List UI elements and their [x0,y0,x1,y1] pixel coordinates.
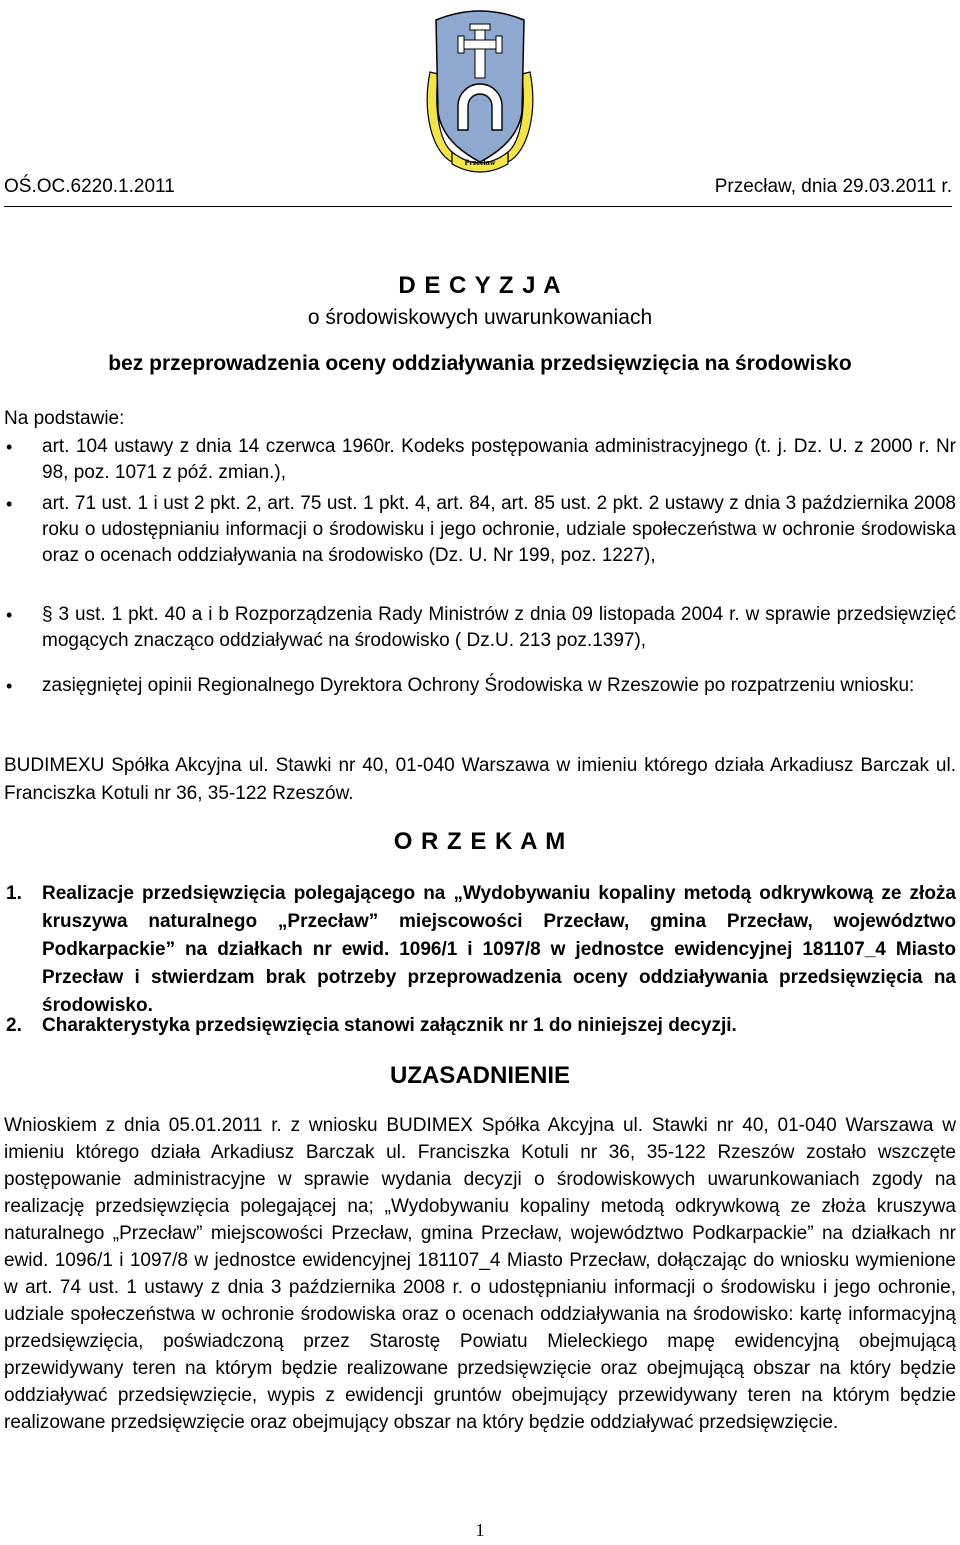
ruling-heading: O R Z E K A M [393,828,567,855]
document-header [4,176,952,206]
bullet-icon: • [6,437,13,457]
header-divider [4,206,952,207]
ruling-item-number: 2. [6,1015,22,1036]
list-item-text: zasięgniętej opinii Regionalnego Dyrektora Ochrony Środowiska w Rzeszowie po rozpatrzeniu wniosku: [42,675,915,696]
document-title: D E C Y Z J A [398,272,562,299]
legal-basis-label: Na podstawie: [4,408,125,429]
bullet-icon: • [6,494,13,514]
list-item-text: art. 71 ust. 1 i ust 2 pkt. 2, art. 75 ust. 1 pkt. 4, art. 84, art. 85 ust. 2 pkt. 2 ustawy z dnia 3 października 2008 roku o udostępnianiu informacji o środowisku i jego ochronie, udziale społeczeństwa w ochronie środowiska oraz o ocenach oddziaływania na środowisko (Dz. U. Nr 199, poz. 1227), [42,493,956,566]
ruling-item-number: 1. [6,883,22,904]
ruling-list [0,880,960,1040]
justification-paragraph: Wnioskiem z dnia 05.01.2011 r. z wniosku BUDIMEX Spółka Akcyjna ul. Stawki nr 40, 01-040 Warszawa w imieniu którego działa Arkadiusz Barczak ul. Franciszka Kotuli nr 36, 35-122 Rzeszów zostało wszczęte postępowanie administracyjne w sprawie wydania decyzji o środowiskowych uwarunkowaniach zgody na realizację przedsięwzięcia polegającej na; „Wydobywaniu kopaliny metodą odkrywkową ze złoża kruszywa naturalnego „Przecław” miejscowości Przecław, gmina Przecław, województwo Podkarpackie” na działkach nr ewid. 1096/1 i 1097/8 w jednostce ewidencyjnej 181107_4 Miasto Przecław, dołączając do wniosku wymienione w art. 74 ust. 1 ustawy z dnia 3 października 2008 r. o udostępnianiu informacji o środowisku i jego ochronie, udziale społeczeństwa w ochronie środowiska oraz o ocenach oddziaływania na środowisko: kartę informacyjną przedsięwzięcia, poświadczoną przez Starostę Powiatu Mieleckiego mapę ewidencyjną obejmującą przewidywany teren na którym będzie realizowane przedsięwzięcie oraz obejmującą obszar na który będzie oddziaływać przedsięwzięcie, wypis z ewidencji gruntów obejmujący przewidywany teren na którym będzie realizowane przedsięwzięcie oraz obejmujący obszar na który będzie oddziaływać przedsięwzięcie. [4,1115,956,1433]
list-item [0,602,960,673]
list-item [0,434,960,491]
coat-of-arms-emblem [422,2,538,178]
legal-basis-list [0,434,960,733]
list-item [0,491,960,602]
bullet-icon: • [6,605,13,625]
page-number: 1 [475,1520,485,1540]
ruling-item [0,880,960,1016]
document-subtitle: o środowiskowych uwarunkowaniach [307,306,653,329]
list-item-text: art. 104 ustawy z dnia 14 czerwca 1960r. Kodeks postępowania administracyjnego (t. j. Dz. U. z 2000 r. Nr 98, poz. 1071 z póź. zmian.), [42,436,956,483]
bullet-icon: • [6,676,13,696]
place-and-date: Przecław, dnia 29.03.2011 r. [714,176,952,197]
justification-heading: UZASADNIENIE [389,1062,570,1089]
applicant-paragraph: BUDIMEXU Spółka Akcyjna ul. Stawki nr 40, 01-040 Warszawa w imieniu którego działa Arkadiusz Barczak ul. Franciszka Kotuli nr 36, 35-122 Rzeszów. [4,755,956,804]
ruling-item [0,1012,960,1040]
reference-number: OŚ.OC.6220.1.2011 [4,176,175,197]
ruling-item-text: Realizacje przedsięwzięcia polegającego na „Wydobywaniu kopaliny metodą odkrywkową ze złoża kruszywa naturalnego „Przecław” miejscowości Przecław, gmina Przecław, województwo Podkarpackie” na działkach nr ewid. 1096/1 i 1097/8 w jednostce ewidencyjnej 181107_4 Miasto Przecław i stwierdzam brak potrzeby przeprowadzenia oceny oddziaływania przedsięwzięcia na środowisko. [42,883,956,1016]
list-item [0,673,960,733]
crest-inscription: Przecław [464,158,496,167]
document-subtitle-bold: bez przeprowadzenia oceny oddziaływania przedsięwzięcia na środowisko [108,352,852,375]
ruling-item-text: Charakterystyka przedsięwzięcia stanowi załącznik nr 1 do niniejszej decyzji. [42,1015,737,1036]
list-item-text: § 3 ust. 1 pkt. 40 a i b Rozporządzenia Rady Ministrów z dnia 09 listopada 2004 r. w sprawie przedsięwzięć mogących znacząco oddziaływać na środowisko ( Dz.U. 213 poz.1397), [42,604,956,651]
